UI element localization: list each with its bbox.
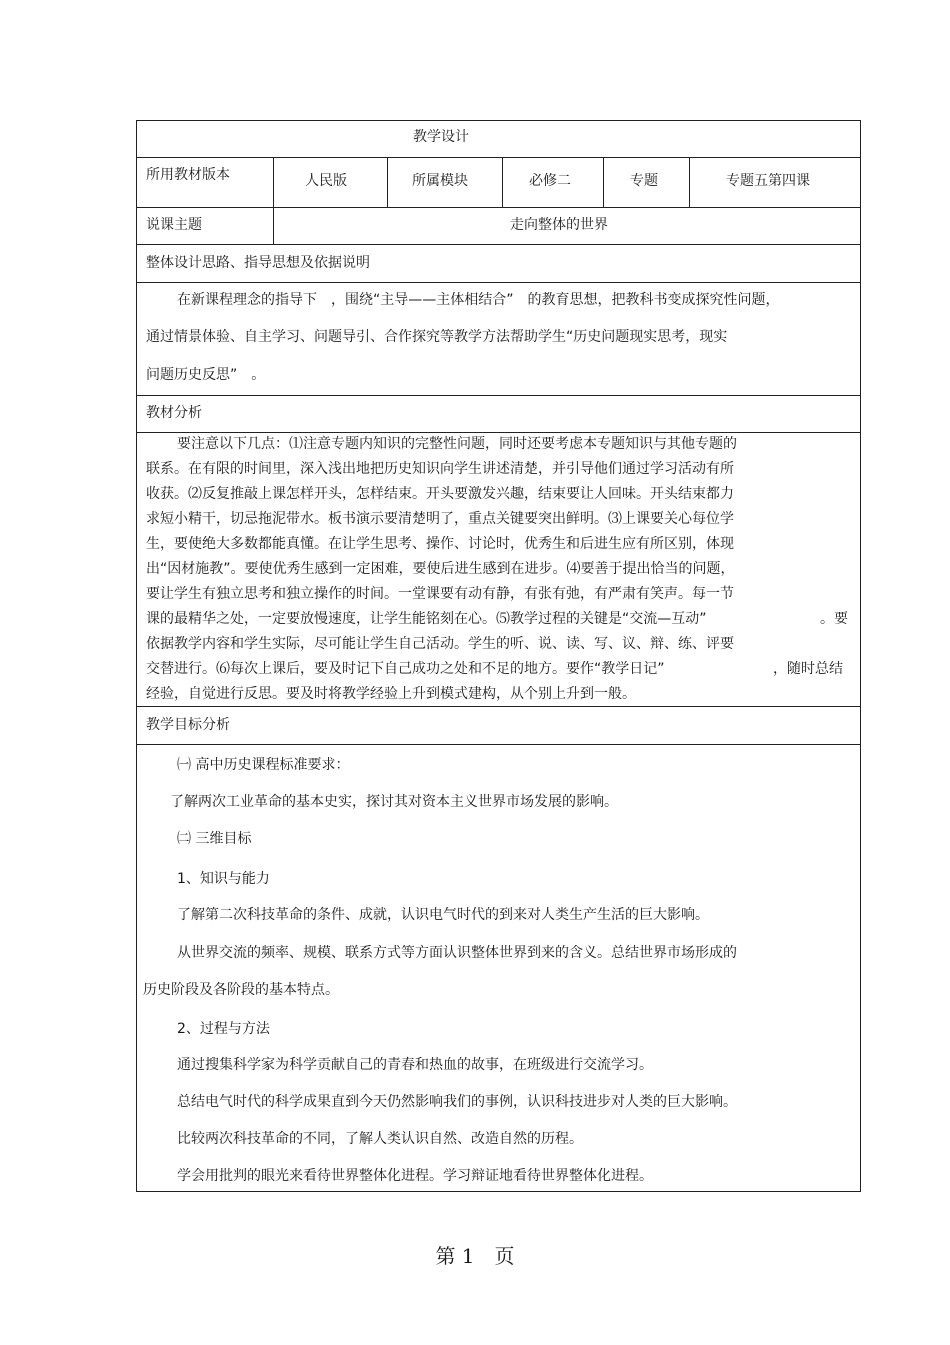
analysis-line: 求短小精干，切忌拖泥带水。板书演示要清楚明了，重点关键要突出鲜明。⑶上课要关心每位学 bbox=[146, 511, 734, 527]
column-divider bbox=[387, 157, 388, 207]
knowledge-item: 了解第二次科技革命的条件、成就，认识电气时代的到来对人类生产生活的巨大影响。 bbox=[177, 907, 709, 923]
topic-value: 专题五第四课 bbox=[726, 173, 810, 189]
analysis-line: 出“因材施教”。要使优秀生感到一定困难，要使后进生感到在进步。⑷要善于提出恰当的问题， bbox=[146, 561, 735, 577]
analysis-heading: 教材分析 bbox=[146, 405, 202, 421]
process-item: 总结电气时代的科学成果直到今天仍然影响我们的事例，认识科技进步对人类的巨大影响。 bbox=[177, 1094, 737, 1110]
column-divider bbox=[603, 157, 604, 207]
analysis-line: 要让学生有独立思考和独立操作的时间。一堂课要有动有静，有张有弛，有严肃有笑声。每一节 bbox=[146, 586, 734, 602]
objectives-heading: 教学目标分析 bbox=[146, 717, 230, 733]
row-divider bbox=[136, 432, 861, 433]
design-line: 问题历史反思” 。 bbox=[146, 367, 266, 383]
analysis-line: 交替进行。⑹每次上课后，要及时记下自己成功之处和不足的地方。要作“教学日记” bbox=[146, 661, 665, 677]
label-module: 所属模块 bbox=[412, 173, 468, 189]
process-title: 2、过程与方法 bbox=[177, 1021, 270, 1037]
row-divider bbox=[136, 157, 861, 158]
row-divider bbox=[136, 282, 861, 283]
design-line: 在新课程理念的指导下 ，围绕“主导——主体相结合” 的教育思想，把教科书变成探究性问题， bbox=[177, 292, 780, 308]
knowledge-title: 1、知识与能力 bbox=[177, 871, 270, 887]
process-item: 通过搜集科学家为科学贡献自己的青春和热血的故事，在班级进行交流学习。 bbox=[177, 1057, 653, 1073]
row-divider bbox=[136, 706, 861, 707]
standard-text: 了解两次工业革命的基本史实，探讨其对资本主义世界市场发展的影响。 bbox=[170, 794, 618, 810]
module-value: 必修二 bbox=[529, 173, 571, 189]
column-divider bbox=[273, 157, 274, 245]
row-divider bbox=[136, 744, 861, 745]
analysis-line: 联系。在有限的时间里，深入浅出地把历史知识向学生讲述清楚，并引导他们通过学习活动有所 bbox=[146, 461, 734, 477]
column-divider bbox=[502, 157, 503, 207]
page-number: 第 1 页 bbox=[435, 1244, 515, 1268]
label-topic: 专题 bbox=[630, 173, 658, 189]
standard-title: ㈠ 高中历史课程标准要求： bbox=[177, 757, 350, 773]
analysis-line: 收获。⑵反复推敲上课怎样开头，怎样结束。开头要激发兴趣，结束要让人回味。开头结束都力 bbox=[146, 486, 734, 502]
knowledge-item: 历史阶段及各阶段的基本特点。 bbox=[143, 982, 339, 998]
analysis-line: 课的最精华之处，一定要放慢速度，让学生能铭刻在心。⑸教学过程的关键是“交流—互动” bbox=[146, 611, 707, 627]
process-item: 比较两次科技革命的不同，了解人类认识自然、改造自然的历程。 bbox=[177, 1131, 583, 1147]
row-divider bbox=[136, 395, 861, 396]
analysis-line: 生，要使绝大多数都能真懂。在让学生思考、操作、讨论时，优秀生和后进生应有所区别，体现 bbox=[146, 536, 734, 552]
column-divider bbox=[689, 157, 690, 207]
three-dimension-title: ㈡ 三维目标 bbox=[177, 831, 252, 847]
table-title: 教学设计 bbox=[413, 129, 469, 145]
analysis-line-tail: 。要 bbox=[820, 611, 848, 627]
analysis-line: 要注意以下几点：⑴注意专题内知识的完整性问题，同时还要考虑本专题知识与其他专题的 bbox=[177, 436, 737, 452]
design-heading: 整体设计思路、指导思想及依据说明 bbox=[146, 255, 370, 271]
knowledge-item: 从世界交流的频率、规模、联系方式等方面认识整体世界到来的含义。总结世界市场形成的 bbox=[177, 945, 737, 961]
analysis-line: 经验，自觉进行反思。要及时将教学经验上升到模式建构，从个别上升到一般。 bbox=[146, 686, 636, 702]
label-textbook-version: 所用教材版本 bbox=[146, 167, 230, 183]
design-line: 通过情景体验、自主学习、问题导引、合作探究等教学方法帮助学生“历史问题现实思考，现实 bbox=[146, 329, 728, 345]
row-divider bbox=[136, 244, 861, 245]
analysis-line: 依据教学内容和学生实际，尽可能让学生自己活动。学生的听、说、读、写、议、辩、练、评要 bbox=[146, 636, 734, 652]
analysis-line-tail: ，随时总结 bbox=[773, 661, 843, 677]
process-item: 学会用批判的眼光来看待世界整体化进程。学习辩证地看待世界整体化进程。 bbox=[177, 1168, 653, 1184]
row-divider bbox=[136, 207, 861, 208]
textbook-version-value: 人民版 bbox=[305, 173, 347, 189]
label-lesson-subject: 说课主题 bbox=[146, 217, 202, 233]
lesson-subject-value: 走向整体的世界 bbox=[510, 217, 608, 233]
